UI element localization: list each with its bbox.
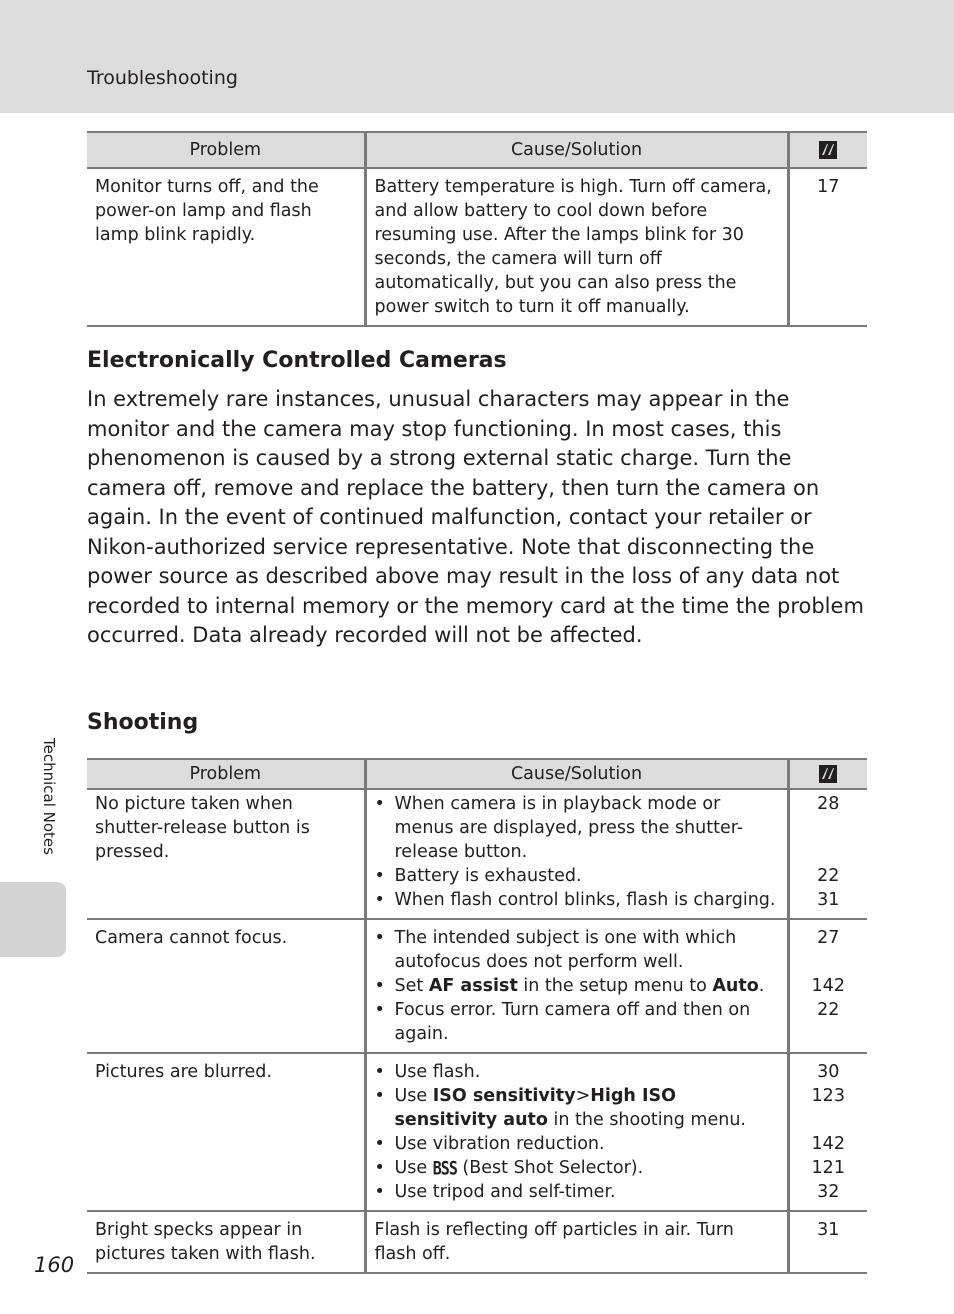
cause-cell <box>365 1053 788 1211</box>
bullet-item <box>395 1156 779 1180</box>
problem-cell: Camera cannot focus. <box>87 919 365 1053</box>
header-problem: Problem <box>87 759 365 789</box>
bullet-item: • When flash control blinks, flash is charging. <box>395 888 779 912</box>
side-tab-label: Technical Notes <box>40 738 58 855</box>
table-row <box>87 919 867 1053</box>
section-body-electronic: In extremely rare instances, unusual characters may appear in the monitor and the camera may stop functioning. In most cases, this phenomenon is caused by a strong external static charge. Turn the camera off, remove and replace the battery, then turn the camera on again. In the event of continued malfunction, contact your retailer or Nikon-authorized service representative. Note that disconnecting the power source as described above may result in the loss of any data not recorded to internal memory or the memory card at the time the problem occurred. Data already recorded will not be affected. <box>87 387 864 647</box>
header-problem: Problem <box>87 132 365 168</box>
header-cause-solution: Cause/Solution <box>365 132 788 168</box>
header-reference <box>788 132 867 168</box>
header-band <box>0 0 954 113</box>
header-cause-solution: Cause/Solution <box>365 759 788 789</box>
bullet-item: • Focus error. Turn camera off and then on again. <box>395 998 779 1046</box>
text-segment: Set <box>394 976 429 996</box>
table-row <box>87 789 867 919</box>
menu-option-name: Auto <box>712 976 759 996</box>
header-title: Troubleshooting <box>87 67 238 89</box>
table-row <box>87 1211 867 1273</box>
menu-separator: > <box>575 1086 591 1106</box>
page-reference-icon <box>818 140 838 160</box>
problem-cell: No picture taken when shutter-release button is pressed. <box>87 789 365 919</box>
ref-number: 123 <box>811 1086 845 1106</box>
reference-cell: 17 <box>788 168 867 326</box>
problem-cell: Monitor turns off, and the power-on lamp and flash lamp blink rapidly. <box>87 168 365 326</box>
bss-icon: BSS <box>432 1156 457 1180</box>
menu-item-name: AF assist <box>428 976 518 996</box>
reference-cell <box>788 1053 867 1211</box>
bullet-item: • The intended subject is one with which autofocus does not perform well. <box>395 926 779 974</box>
ref-number: 31 <box>817 890 840 910</box>
bullet-item: • Use flash. <box>395 1060 779 1084</box>
reference-cell <box>788 789 867 919</box>
table-row <box>87 168 867 326</box>
cause-cell <box>365 789 788 919</box>
header-reference <box>788 759 867 789</box>
ref-number: 28 <box>817 794 840 814</box>
bullet-item: • Use tripod and self-timer. <box>395 1180 779 1204</box>
bullet-item <box>395 974 779 998</box>
page-number: 160 <box>34 1253 75 1277</box>
ref-number: 30 <box>817 1062 840 1082</box>
page-reference-icon <box>818 764 838 784</box>
text-segment: Use <box>394 1086 433 1106</box>
cause-cell: Battery temperature is high. Turn off camera, and allow battery to cool down before resuming use. After the lamps blink for 30 seconds, the camera will turn off automatically, but you can also press the power switch to turn it off manually. <box>365 168 788 326</box>
ref-number: 121 <box>811 1158 845 1178</box>
bullet-item <box>395 1084 779 1132</box>
table-header-row <box>87 132 867 168</box>
ref-number: 27 <box>817 928 840 948</box>
cause-cell: Flash is reflecting off particles in air. Turn flash off. <box>365 1211 788 1273</box>
menu-item-name: ISO sensitivity <box>432 1086 576 1106</box>
reference-cell: 31 <box>788 1211 867 1273</box>
cause-cell <box>365 919 788 1053</box>
troubleshooting-table-shooting <box>87 758 867 1274</box>
bullet-item: • Use vibration reduction. <box>395 1132 779 1156</box>
problem-cell: Pictures are blurred. <box>87 1053 365 1211</box>
bullet-item: • Battery is exhausted. <box>395 864 779 888</box>
section-heading-shooting: Shooting <box>87 710 199 735</box>
ref-number: 142 <box>811 1134 845 1154</box>
bullet-item: • When camera is in playback mode or menus are displayed, press the shutter-release button. <box>395 792 779 864</box>
text-segment: in the shooting menu. <box>547 1110 746 1130</box>
text-segment: . <box>758 976 765 996</box>
ref-number: 22 <box>817 1000 840 1020</box>
problem-cell: Bright specks appear in pictures taken with flash. <box>87 1211 365 1273</box>
text-segment: in the setup menu to <box>517 976 713 996</box>
troubleshooting-table-top <box>87 131 867 327</box>
ref-number: 22 <box>817 866 840 886</box>
text-segment: Use <box>394 1158 433 1178</box>
reference-cell <box>788 919 867 1053</box>
ref-number: 142 <box>811 976 845 996</box>
section-heading-electronic: Electronically Controlled Cameras <box>87 348 507 373</box>
table-row <box>87 1053 867 1211</box>
table-header-row <box>87 759 867 789</box>
side-tab <box>0 882 66 957</box>
ref-number: 32 <box>817 1182 840 1202</box>
text-segment: (Best Shot Selector). <box>456 1158 644 1178</box>
menu-option-name: High ISO sensitivity auto <box>394 1086 676 1130</box>
